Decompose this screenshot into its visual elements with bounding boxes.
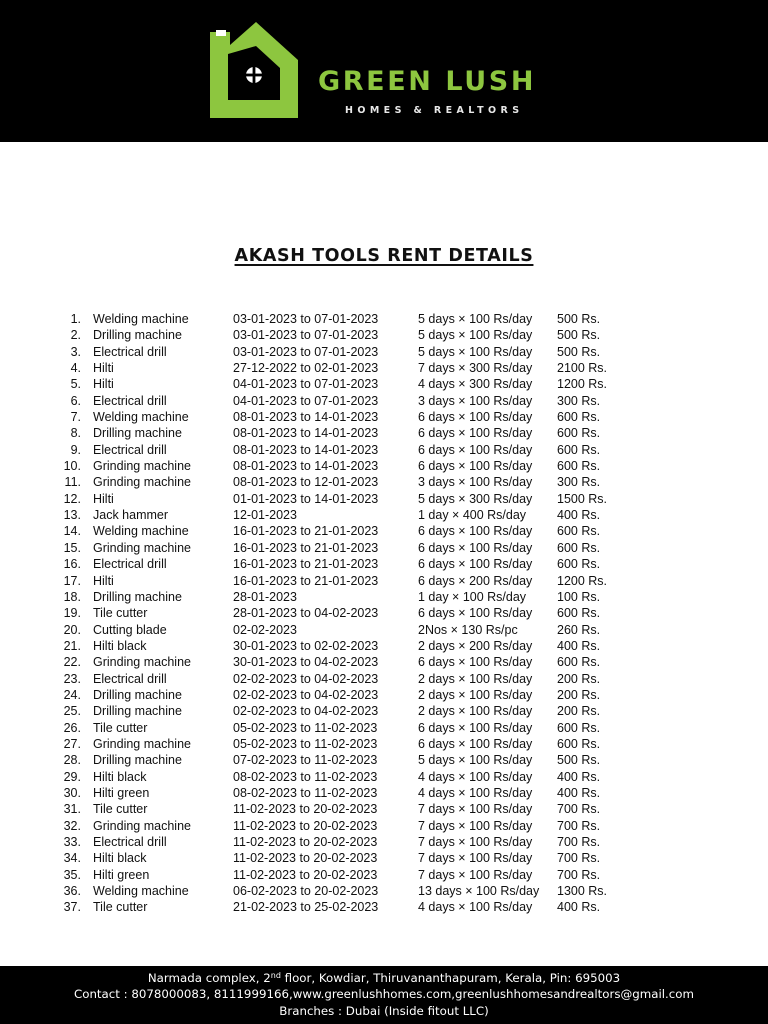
rate-calculation: 6 days × 100 Rs/day (418, 655, 533, 670)
rate-calculation: 7 days × 100 Rs/day (418, 802, 533, 817)
tool-name: Electrical drill (93, 671, 167, 686)
list-item (0, 638, 768, 654)
rent-period: 08-02-2023 to 11-02-2023 (233, 769, 378, 784)
rent-amount: 200 Rs. (557, 671, 601, 686)
list-item (0, 752, 768, 768)
tool-name: Jack hammer (93, 508, 169, 523)
rent-period: 02-02-2023 to 04-02-2023 (233, 704, 379, 719)
rent-period: 16-01-2023 to 21-01-2023 (233, 540, 379, 555)
rent-amount: 600 Rs. (557, 442, 601, 457)
rent-list (0, 311, 768, 916)
rate-calculation: 5 days × 100 Rs/day (418, 312, 533, 326)
rate-calculation: 2 days × 200 Rs/day (418, 638, 533, 653)
rate-calculation: 4 days × 300 Rs/day (418, 377, 533, 392)
tool-name: Grinding machine (93, 736, 191, 751)
rent-amount: 600 Rs. (557, 426, 601, 441)
item-number: 15. (63, 540, 81, 555)
rate-calculation: 7 days × 100 Rs/day (418, 867, 533, 882)
list-item (0, 409, 768, 425)
item-number: 20. (63, 622, 81, 637)
item-number: 7. (70, 410, 81, 425)
item-number: 14. (63, 524, 81, 539)
tool-name: Hilti black (93, 638, 147, 653)
rent-amount: 600 Rs. (557, 540, 601, 555)
item-number: 32. (63, 818, 81, 833)
rate-calculation: 5 days × 100 Rs/day (418, 344, 533, 359)
rate-calculation: 6 days × 100 Rs/day (418, 606, 533, 621)
rate-calculation: 2 days × 100 Rs/day (418, 671, 533, 686)
rent-amount: 300 Rs. (557, 393, 601, 408)
rent-period: 02-02-2023 to 04-02-2023 (233, 687, 379, 702)
rate-calculation: 6 days × 100 Rs/day (418, 426, 533, 441)
rent-amount: 1500 Rs. (557, 491, 608, 506)
rent-period: 16-01-2023 to 21-01-2023 (233, 557, 379, 572)
rate-calculation: 2Nos × 130 Rs/pc (418, 622, 518, 637)
item-number: 16. (63, 557, 81, 572)
rent-amount: 400 Rs. (557, 638, 601, 653)
item-number: 1. (70, 312, 81, 326)
item-number: 37. (63, 900, 81, 915)
item-number: 18. (63, 589, 81, 604)
list-item (0, 883, 768, 899)
rent-amount: 600 Rs. (557, 524, 601, 539)
tool-name: Drilling machine (93, 328, 182, 343)
item-number: 26. (63, 720, 81, 735)
rate-calculation: 3 days × 100 Rs/day (418, 475, 533, 490)
footer-branches: Branches : Dubai (Inside fitout LLC) (279, 1003, 489, 1018)
tool-name: Tile cutter (93, 606, 148, 621)
rent-period: 12-01-2023 (233, 508, 297, 523)
list-item (0, 540, 768, 556)
list-item (0, 687, 768, 703)
rent-amount: 200 Rs. (557, 687, 601, 702)
list-item (0, 474, 768, 490)
list-item (0, 523, 768, 539)
tool-name: Hilti (93, 377, 114, 392)
item-number: 13. (63, 508, 81, 523)
rate-calculation: 6 days × 100 Rs/day (418, 459, 533, 474)
tool-name: Grinding machine (93, 459, 191, 474)
rate-calculation: 1 day × 100 Rs/day (418, 589, 527, 604)
tool-name: Grinding machine (93, 818, 191, 833)
rent-period: 11-02-2023 to 20-02-2023 (233, 818, 378, 833)
list-item (0, 720, 768, 736)
tool-name: Electrical drill (93, 442, 167, 457)
item-number: 25. (63, 704, 81, 719)
list-item (0, 703, 768, 719)
item-number: 10. (63, 459, 81, 474)
item-number: 4. (70, 361, 81, 376)
rate-calculation: 5 days × 300 Rs/day (418, 491, 533, 506)
rent-period: 01-01-2023 to 14-01-2023 (233, 491, 379, 506)
tool-name: Grinding machine (93, 475, 191, 490)
rent-amount: 600 Rs. (557, 720, 601, 735)
rate-calculation: 1 day × 400 Rs/day (418, 508, 527, 523)
tool-name: Hilti green (93, 867, 150, 882)
list-item (0, 507, 768, 523)
rate-calculation: 6 days × 100 Rs/day (418, 540, 533, 555)
rent-amount: 400 Rs. (557, 508, 601, 523)
list-item (0, 393, 768, 409)
rent-amount: 500 Rs. (557, 328, 601, 343)
item-number: 11. (64, 475, 81, 490)
rent-period: 05-02-2023 to 11-02-2023 (233, 720, 378, 735)
item-number: 21. (63, 638, 81, 653)
list-item (0, 801, 768, 817)
tool-name: Hilti (93, 573, 114, 588)
brand-name: GREEN LUSH (318, 66, 537, 97)
rate-calculation: 6 days × 100 Rs/day (418, 736, 533, 751)
tool-name: Welding machine (93, 410, 189, 425)
rent-period: 05-02-2023 to 11-02-2023 (233, 736, 378, 751)
rate-calculation: 7 days × 100 Rs/day (418, 851, 533, 866)
item-number: 27. (63, 736, 81, 751)
rent-period: 04-01-2023 to 07-01-2023 (233, 393, 379, 408)
list-item (0, 491, 768, 507)
tool-name: Welding machine (93, 312, 189, 326)
tool-name: Tile cutter (93, 900, 148, 915)
tool-name: Drilling machine (93, 753, 182, 768)
list-item (0, 899, 768, 915)
rate-calculation: 7 days × 100 Rs/day (418, 818, 533, 833)
item-number: 2. (70, 328, 81, 343)
tool-name: Drilling machine (93, 426, 182, 441)
rent-period: 30-01-2023 to 04-02-2023 (233, 655, 379, 670)
tool-name: Electrical drill (93, 835, 167, 849)
rate-calculation: 7 days × 300 Rs/day (418, 361, 533, 376)
list-item (0, 442, 768, 458)
rent-period: 07-02-2023 to 11-02-2023 (233, 753, 378, 768)
list-item (0, 850, 768, 866)
list-item (0, 589, 768, 605)
rent-period: 16-01-2023 to 21-01-2023 (233, 573, 379, 588)
tool-name: Tile cutter (93, 802, 148, 817)
item-number: 12. (63, 491, 81, 506)
house-logo-icon (206, 18, 302, 122)
footer-contact: Contact : 8078000083, 8111999166,www.greenlushhomes.com,greenlushhomesandrealtors@gmail.com (73, 987, 694, 1002)
rate-calculation: 6 days × 100 Rs/day (418, 442, 533, 457)
rate-calculation: 6 days × 100 Rs/day (418, 410, 533, 425)
rate-calculation: 4 days × 100 Rs/day (418, 785, 533, 800)
rent-period: 03-01-2023 to 07-01-2023 (233, 312, 379, 326)
rent-period: 11-02-2023 to 20-02-2023 (233, 851, 378, 866)
item-number: 28. (63, 753, 81, 768)
item-number: 24. (63, 687, 81, 702)
rent-amount: 700 Rs. (557, 802, 601, 817)
tool-name: Drilling machine (93, 687, 182, 702)
item-number: 34. (63, 851, 81, 866)
tool-name: Electrical drill (93, 344, 167, 359)
list-item (0, 736, 768, 752)
list-item (0, 867, 768, 883)
item-number: 8. (70, 426, 81, 441)
letterhead-banner (0, 0, 768, 142)
tool-name: Hilti black (93, 851, 147, 866)
list-item (0, 834, 768, 850)
list-item (0, 622, 768, 638)
item-number: 17. (63, 573, 81, 588)
rate-calculation: 6 days × 200 Rs/day (418, 573, 533, 588)
rate-calculation: 13 days × 100 Rs/day (418, 884, 540, 899)
list-item (0, 376, 768, 392)
rent-amount: 600 Rs. (557, 459, 601, 474)
rent-amount: 260 Rs. (557, 622, 601, 637)
rent-amount: 1200 Rs. (557, 573, 608, 588)
rate-calculation: 2 days × 100 Rs/day (418, 687, 533, 702)
list-item (0, 556, 768, 572)
rent-amount: 500 Rs. (557, 344, 601, 359)
footer-address-end: floor, Kowdiar, Thiruvananthapuram, Kerala, Pin: 695003 (280, 971, 621, 985)
rent-period: 08-01-2023 to 14-01-2023 (233, 442, 379, 457)
footer-address (0, 970, 768, 986)
tool-name: Tile cutter (93, 720, 148, 735)
tool-name: Welding machine (93, 524, 189, 539)
rate-calculation: 3 days × 100 Rs/day (418, 393, 533, 408)
rent-period: 08-01-2023 to 14-01-2023 (233, 410, 379, 425)
item-number: 36. (63, 884, 81, 899)
rent-amount: 2100 Rs. (557, 361, 608, 376)
rent-amount: 400 Rs. (557, 769, 601, 784)
list-item (0, 605, 768, 621)
rate-calculation: 4 days × 100 Rs/day (418, 769, 533, 784)
list-item (0, 425, 768, 441)
list-item (0, 344, 768, 360)
rent-period: 08-01-2023 to 14-01-2023 (233, 459, 379, 474)
rent-period: 21-02-2023 to 25-02-2023 (233, 900, 379, 915)
tool-name: Grinding machine (93, 540, 191, 555)
rate-calculation: 6 days × 100 Rs/day (418, 524, 533, 539)
rent-amount: 300 Rs. (557, 475, 601, 490)
list-item (0, 360, 768, 376)
rent-period: 08-02-2023 to 11-02-2023 (233, 785, 378, 800)
item-number: 5. (70, 377, 81, 392)
rent-period: 02-02-2023 to 04-02-2023 (233, 671, 379, 686)
rent-amount: 1300 Rs. (557, 884, 608, 899)
tool-name: Grinding machine (93, 655, 191, 670)
list-item (0, 311, 768, 327)
item-number: 29. (63, 769, 81, 784)
tool-name: Welding machine (93, 884, 189, 899)
rent-amount: 700 Rs. (557, 851, 601, 866)
rent-amount: 600 Rs. (557, 736, 601, 751)
rent-period: 30-01-2023 to 02-02-2023 (233, 638, 379, 653)
rent-amount: 600 Rs. (557, 410, 601, 425)
letterhead-footer (0, 966, 768, 1024)
list-item (0, 671, 768, 687)
rate-calculation: 6 days × 100 Rs/day (418, 720, 533, 735)
rent-period: 03-01-2023 to 07-01-2023 (233, 344, 379, 359)
rent-amount: 700 Rs. (557, 818, 601, 833)
rate-calculation: 7 days × 100 Rs/day (418, 835, 533, 849)
rent-amount: 200 Rs. (557, 704, 601, 719)
rate-calculation: 5 days × 100 Rs/day (418, 753, 533, 768)
item-number: 22. (63, 655, 81, 670)
rent-amount: 500 Rs. (557, 753, 601, 768)
brand-tagline: HOMES & REALTORS (345, 105, 524, 116)
rate-calculation: 4 days × 100 Rs/day (418, 900, 533, 915)
rent-amount: 400 Rs. (557, 900, 601, 915)
footer-address-superscript: nd (270, 971, 281, 980)
rent-period: 11-02-2023 to 20-02-2023 (233, 835, 378, 849)
list-item (0, 818, 768, 834)
list-item (0, 458, 768, 474)
tool-name: Drilling machine (93, 704, 182, 719)
list-item (0, 573, 768, 589)
rent-period: 27-12-2022 to 02-01-2023 (233, 361, 379, 376)
rent-amount: 600 Rs. (557, 606, 601, 621)
rent-period: 08-01-2023 to 14-01-2023 (233, 426, 379, 441)
item-number: 19. (63, 606, 81, 621)
rent-period: 04-01-2023 to 07-01-2023 (233, 377, 379, 392)
rent-period: 06-02-2023 to 20-02-2023 (233, 884, 379, 899)
list-item (0, 769, 768, 785)
item-number: 35. (63, 867, 81, 882)
rent-period: 11-02-2023 to 20-02-2023 (233, 867, 378, 882)
rent-period: 03-01-2023 to 07-01-2023 (233, 328, 379, 343)
tool-name: Electrical drill (93, 557, 167, 572)
list-item (0, 654, 768, 670)
rent-amount: 600 Rs. (557, 557, 601, 572)
tool-name: Hilti black (93, 769, 147, 784)
document-title-text: AKASH TOOLS RENT DETAILS (234, 246, 534, 266)
rent-period: 02-02-2023 (233, 622, 297, 637)
item-number: 23. (63, 671, 81, 686)
tool-name: Cutting blade (93, 622, 167, 637)
rent-period: 28-01-2023 to 04-02-2023 (233, 606, 379, 621)
rent-amount: 100 Rs. (557, 589, 601, 604)
rent-amount: 700 Rs. (557, 867, 601, 882)
rate-calculation: 2 days × 100 Rs/day (418, 704, 533, 719)
tool-name: Hilti green (93, 785, 150, 800)
item-number: 6. (70, 393, 81, 408)
rent-period: 16-01-2023 to 21-01-2023 (233, 524, 379, 539)
tool-name: Hilti (93, 491, 114, 506)
rent-period: 08-01-2023 to 12-01-2023 (233, 475, 379, 490)
rent-period: 28-01-2023 (233, 589, 297, 604)
rate-calculation: 6 days × 100 Rs/day (418, 557, 533, 572)
item-number: 3. (70, 344, 81, 359)
tool-name: Electrical drill (93, 393, 167, 408)
footer-address-start: Narmada complex, 2 (147, 971, 271, 985)
list-item (0, 327, 768, 343)
tool-name: Drilling machine (93, 589, 182, 604)
item-number: 30. (63, 785, 81, 800)
tool-name: Hilti (93, 361, 114, 376)
document-title (0, 246, 768, 266)
item-number: 31. (63, 802, 81, 817)
rate-calculation: 5 days × 100 Rs/day (418, 328, 533, 343)
rent-period: 11-02-2023 to 20-02-2023 (233, 802, 378, 817)
list-item (0, 785, 768, 801)
rent-amount: 600 Rs. (557, 655, 601, 670)
rent-amount: 1200 Rs. (557, 377, 608, 392)
item-number: 9. (70, 442, 81, 457)
rent-amount: 400 Rs. (557, 785, 601, 800)
rent-amount: 500 Rs. (557, 312, 601, 326)
rent-amount: 700 Rs. (557, 835, 601, 849)
item-number: 33. (63, 835, 81, 849)
